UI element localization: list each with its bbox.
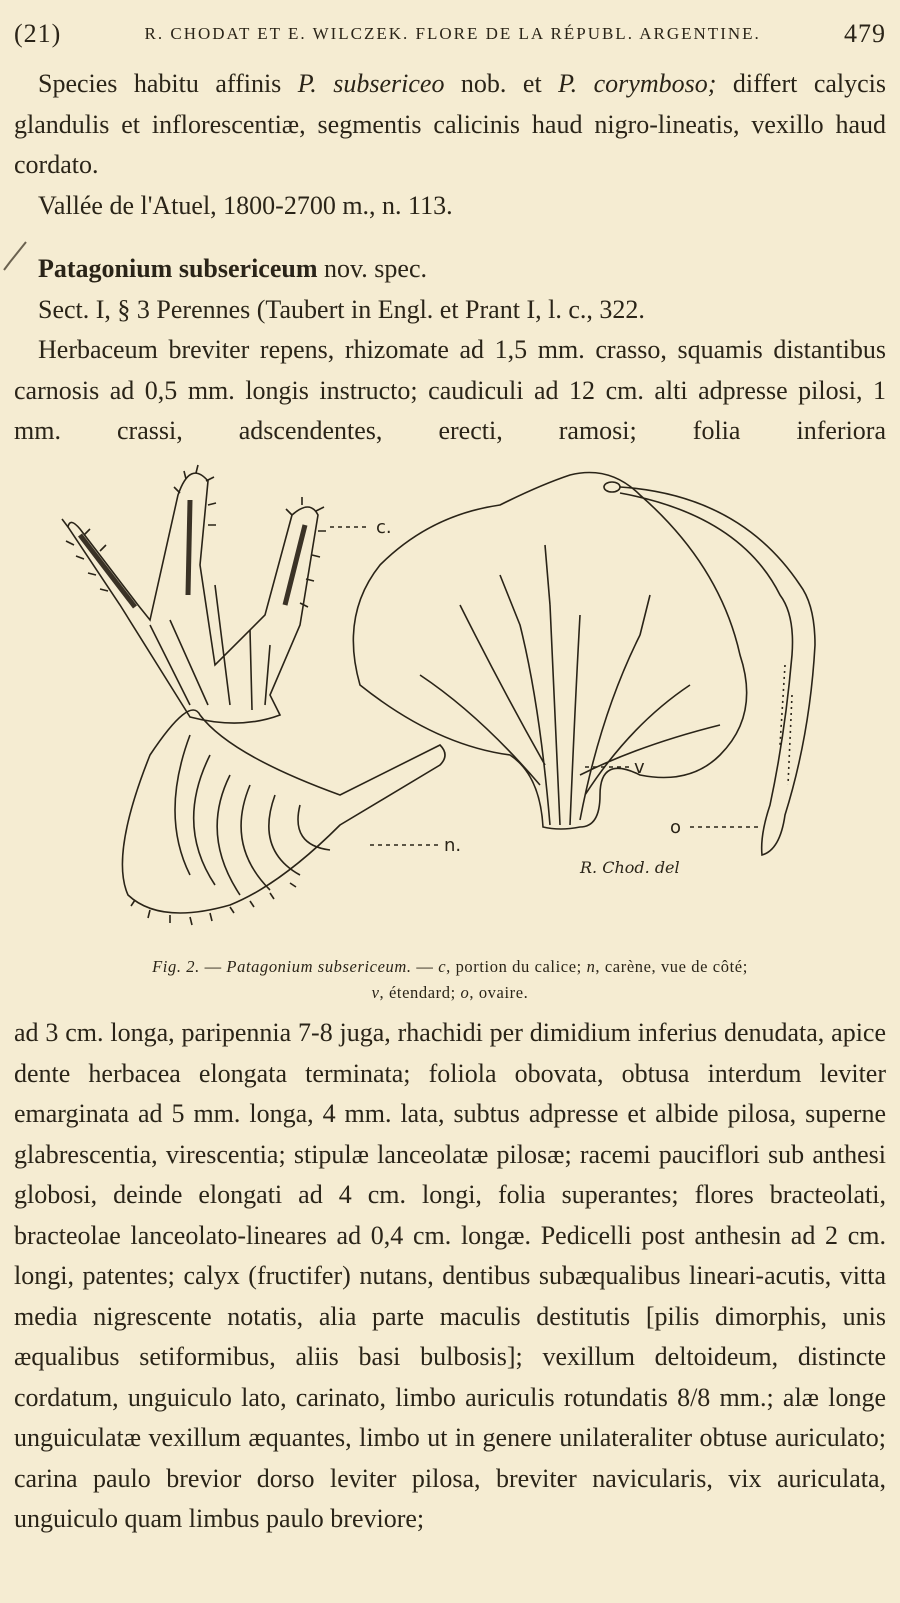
section-line: Sect. I, § 3 Perennes (Taubert in Engl. et Prant I, l. c., 322. [38, 294, 645, 324]
caption-line-1: Fig. 2. — Patagonium subsericeum. — c, portion du calice; n, carène, vue de côté; [152, 957, 748, 976]
lower-text-block [14, 1013, 886, 1540]
figure-drawing [40, 455, 880, 950]
label-n: n. [444, 835, 462, 856]
botanical-figure [40, 455, 880, 950]
label-c: c. [376, 517, 392, 538]
species-heading [14, 249, 886, 290]
calyx-portion-drawing [62, 465, 326, 723]
species-status: nov. spec. [317, 254, 428, 283]
diagnosis-paragraph: Species habitu affinis P. subsericeo nob. et P. corymboso; differt calycis glandulis et inflorescentiæ, segmentis calicinis haud nigro-lineatis, vexillo haud cordato. [14, 69, 886, 179]
pencil-tick-mark [0, 240, 30, 274]
caption-line-2: v, étendard; o, ovaire. [371, 983, 529, 1002]
artist-signature: R. Chod. del [580, 858, 680, 877]
taxon-name: P. subsericeo [297, 69, 445, 98]
running-header [14, 14, 886, 54]
standard-drawing [353, 473, 746, 830]
figure-label: Fig. 2. [152, 957, 200, 976]
keel-drawing [122, 710, 445, 925]
figure-caption [14, 954, 886, 1006]
label-o: o [670, 817, 682, 838]
description-paragraph-2: ad 3 cm. longa, paripennia 7-8 juga, rhachidi per dimidium inferius denudata, apice dente herbacea elongata terminata; foliola obovata, obtusa interdum leviter emarginata ad 5 mm. longa, 4 mm. lata, subtus adpresse et albide pilosa, superne glabrescentia, virescentia; stipulæ lanceolatæ pilosæ; racemi pauciflori sub anthesi globosi, deinde elongati ad 4 cm. longi, folia superantes; flores bracteolati, bracteolae lanceolato-lineares ad 0,4 cm. longæ. Pedicelli post anthesin ad 2 cm. longi, patentes; calyx (fructifer) nutans, dentibus subæqualibus lineari-acutis, vitta media nigrescente notatis, alia parte maculis destitutis [pilis dimorphis, unis æqualibus setiformibus, aliis basi bulbosis]; vexillum deltoideum, distincte cordatum, unguiculo lato, carinato, limbo auriculis rotundatis 8/8 mm.; alæ longe unguiculatæ vexillum æquantes, limbo ut in genere unilateraliter obtuse auriculato; carina paulo brevior dorso leviter pilosa, breviter navicularis, vix auriculata, unguiculo quam limbus paulo breviore; [14, 1018, 886, 1533]
locality-line: Vallée de l'Atuel, 1800-2700 m., n. 113. [38, 190, 453, 220]
label-v: v [634, 757, 645, 778]
ovary-drawing [604, 482, 815, 855]
running-title: R. CHODAT ET E. WILCZEK. FLORE DE LA RÉPUBL. ARGENTINE. [144, 24, 761, 43]
section-number: (21) [14, 19, 62, 48]
species-name: Patagonium subsericeum [38, 254, 318, 283]
taxon-name: P. corymboso; [558, 69, 717, 98]
description-paragraph-1: Herbaceum breviter repens, rhizomate ad 1,5 mm. crasso, squamis distantibus carnosis ad 0,5 mm. longis instructo; caudiculi ad 12 cm. alti adpresse pilosi, 1 mm. crassi, adscendentes, erecti, ramosi; folia inferiora [14, 335, 886, 445]
figure-species: Patagonium subsericeum. [226, 957, 412, 976]
page-number: 479 [843, 19, 886, 48]
top-text-block [14, 64, 886, 452]
